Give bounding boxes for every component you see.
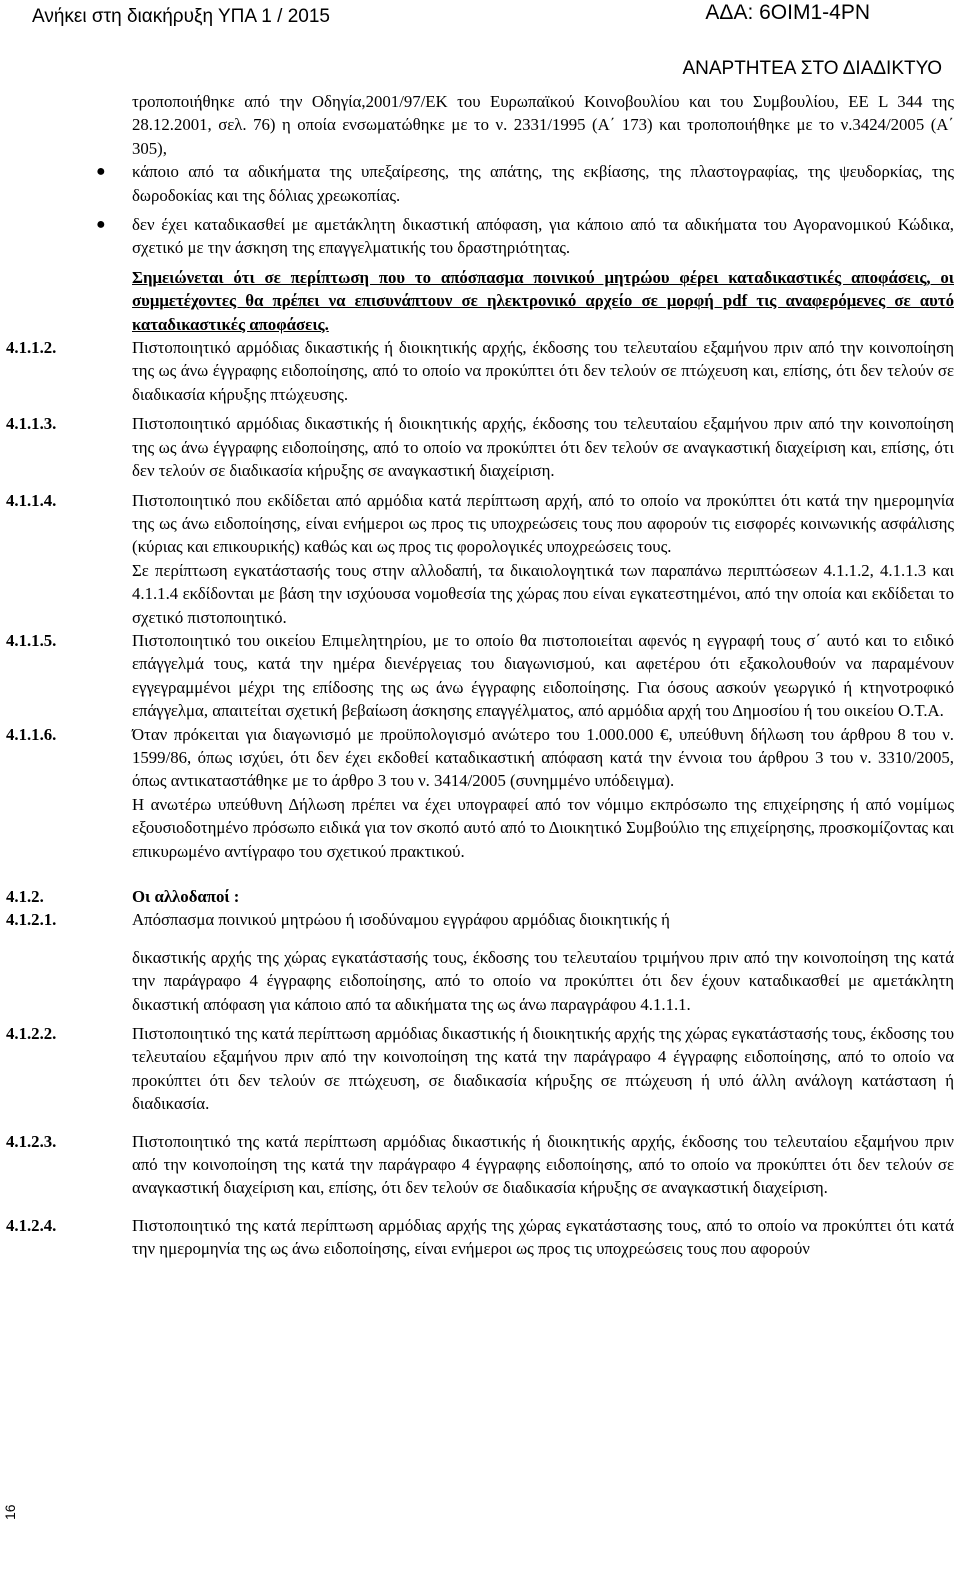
bullet-icon: ● [96,216,106,234]
item-number: 4.1.1.6. [6,724,57,744]
item-number: 4.1.1.4. [6,490,57,510]
section-title: Οι αλλοδαποί : [132,887,240,906]
item-text: Σε περίπτωση εγκατάστασής τους στην αλλοδαπή, τα δικαιολογητικά των παραπάνω περιπτώσεων 4.1.1.2, 4.1.1.3 και 4.1.1.4 εκδίδονται με βάση την ισχύουσα νομοθεσία της χώρας που είναι εγκατεστημένοι, από την οποία και εκδίδεται το σχετικό πιστοποιητικό. [132,560,954,627]
note-paragraph: Σημειώνεται ότι σε περίπτωση που το απόσπασμα ποινικού μητρώου φέρει καταδικαστικές αποφάσεις, οι συμμετέχοντες θα πρέπει να επισυνάπτουν σε ηλεκτρονικό αρχείο σε μορφή pdf τις αναφερόμενες σε αυτό καταδικαστικές αποφάσεις. [132,267,954,334]
section-number: 4.1.2. [6,887,44,906]
item-number: 4.1.1.3. [6,414,57,434]
item-4-1-1-2 [0,336,960,406]
item-text: Πιστοποιητικό αρμόδιας δικαστικής ή διοικητικής αρχής, έκδοσης του τελευταίου εξαμήνου πριν από την κοινοποίηση της ως άνω έγγραφης ειδοποίησης, από το οποίο να προκύπτει ότι δεν τελούν σε αναγκαστική διαχείριση και, επίσης, ότι δεν τελούν σε διαδικασία κήρυξης σε αναγκαστική διαχείριση. [132,414,954,481]
item-text: Πιστοποιητικό της κατά περίπτωση αρμόδιας δικαστικής ή διοικητικής αρχής της χώρας εγκατάστασής τους, έκδοσης του τελευταίου εξαμήνου πριν από την κοινοποίηση της κατά την παράγραφο 4 έγγραφης ειδοποίησης, από το οποίο να προκύπτει ότι δεν τελούν σε πτώχευση, σε διαδικασία κήρυξης σε πτώχευση ή υπό άλλη ανάλογη κατάσταση ή διαδικασία. [132,1024,954,1114]
item-text: Η ανωτέρω υπεύθυνη Δήλωση πρέπει να έχει υπογραφεί από τον νόμιμο εκπρόσωπο της επιχείρησης ή από νομίμως εξουσιοδοτημένο πρόσωπο ειδικά για τον σκοπό αυτό από το Διοικητικό Συμβούλιο της επιχείρησης, προσκομίζοντας και επικυρωμένο αντίγραφο του σχετικού πρακτικού. [132,794,954,861]
item-number: 4.1.2.2. [6,1024,57,1044]
header-left: Ανήκει στη διακήρυξη ΥΠΑ 1 / 2015 [32,6,330,27]
item-number: 4.1.1.5. [6,630,57,650]
item-4-1-1-5 [0,629,960,723]
item-text: Όταν πρόκειται για διαγωνισμό με προϋπολογισμό ανώτερο του 1.000.000 €, υπεύθυνη δήλωση του άρθρου 8 του ν. 1599/86, όπως ισχύει, ότι δεν έχει εκδοθεί καταδικαστική απόφαση κατά την έννοια του άρθρου 3 του ν. 3310/2005, όπως αντικαταστάθηκε με το άρθρο 3 του ν. 3414/2005 (συνημμένο υπόδειγμα). [132,724,954,791]
item-number: 4.1.2.1. [6,910,57,930]
item-4-1-2-2 [0,1022,960,1116]
item-4-1-1-3 [0,412,960,482]
item-text: Πιστοποιητικό που εκδίδεται από αρμόδια κατά περίπτωση αρχή, από το οποίο να προκύπτει ότι κατά την ημερομηνία της ως άνω ειδοποίησης, είναι ενήμεροι ως προς τις υποχρεώσεις τους που αφορούν τις εισφορές κοινωνικής ασφάλισης (κύριας και επικουρικής) καθώς και ως προς τις φορολογικές υποχρεώσεις τους. [132,490,954,557]
ada-code: ΑΔΑ: 6ΟΙΜ1-4ΡΝ [705,1,870,24]
item-number: 4.1.1.2. [6,338,57,358]
item-number: 4.1.2.3. [6,1131,57,1151]
item-text: Πιστοποιητικό της κατά περίπτωση αρμόδιας αρχής της χώρας εγκατάστασης τους, από το οποίο να προκύπτει ότι κατά την ημερομηνία της ως άνω ειδοποίησης, είναι ενήμεροι ως προς τις υποχρεώσεις τους που αφορούν [132,1215,954,1259]
item-text: Πιστοποιητικό της κατά περίπτωση αρμόδιας δικαστικής ή διοικητικής αρχής, έκδοσης του τελευταίου εξαμήνου πριν από την κοινοποίηση της κατά την παράγραφο 4 έγγραφης ειδοποίησης, από το οποίο να προκύπτει ότι δεν τελούν σε αναγκαστική διαχείριση και, επίσης, ότι δεν τελούν σε διαδικασία κήρυξης σε αναγκαστική διαχείριση. [132,1131,954,1198]
item-4-1-2-4 [0,1214,960,1261]
bullet-text: κάποιο από τα αδικήματα της υπεξαίρεσης, της απάτης, της εκβίασης, της πλαστογραφίας, της ψευδορκίας, της δωροδοκίας και της δόλιας χρεωκοπίας. [132,162,954,205]
item-4-1-1-4 [0,489,960,629]
item-number: 4.1.2.4. [6,1215,57,1235]
item-first-line: Απόσπασμα ποινικού μητρώου ή ισοδύναμου εγγράφου αρμόδιας διοικητικής ή [132,910,670,930]
item-text: Πιστοποιητικό του οικείου Επιμελητηρίου, με το οποίο θα πιστοποιείται αφενός η εγγραφή τους σ΄ αυτό και το ειδικό επάγγελμά τους, κατά την ημέρα διενέργειας του διαγωνισμού, και αφετέρου ότι εξακολουθούν να παραμένουν εγγεγραμμένοι μέχρι της επίδοσης της ως άνω έγγραφης ειδοποίησης. Για όσους ασκούν γεωργικό ή κτηνοτροφικό επάγγελμα, απαιτείται σχετική βεβαίωση άσκησης επαγγέλματος, από αρμόδια αρχή του Δημοσίου ή του οικείου Ο.Τ.Α. [132,630,954,721]
posted-label: ΑΝΑΡΤΗΤΕΑ ΣΤΟ ΔΙΑΔΙΚΤΥΟ [682,58,942,79]
item-4-1-2-1 [0,908,960,1016]
item-text: δικαστικής αρχής της χώρας εγκατάστασής τους, έκδοσης του τελευταίου τριμήνου πριν από την κοινοποίηση της κατά την παράγραφο 4 έγγραφης ειδοποίησης, από το οποίο να προκύπτει ότι δεν έχουν καταδικασθεί με αμετάκλητη δικαστική απόφαση για κάποιο από τα αδικήματα της ως άνω παραγράφου 4.1.1.1. [132,947,954,1014]
item-4-1-1-6 [0,723,960,863]
item-4-1-2-3 [0,1130,960,1200]
bullet-icon: ● [96,163,106,181]
bullet-item [0,160,960,207]
intro-paragraph: τροποποιήθηκε από την Οδηγία,2001/97/ΕΚ του Ευρωπαϊκού Κοινοβουλίου και του Συμβουλίου, ΕΕ L 344 της 28.12.2001, σελ. 76) η οποία ενσωματώθηκε με το ν. 2331/1995 (Α΄ 173) και τροποποιήθηκε με το ν.3424/2005 (Α΄ 305), [132,92,954,158]
document-body [0,90,960,1261]
page-number: 16 [2,1504,18,1520]
item-text: Πιστοποιητικό αρμόδιας δικαστικής ή διοικητικής αρχής, έκδοσης του τελευταίου εξαμήνου πριν από την κοινοποίηση της ως άνω έγγραφης ειδοποίησης, από το οποίο να προκύπτει ότι δεν τελούν σε πτώχευση και, επίσης, ότι δεν τελούν σε διαδικασία κήρυξης πτώχευσης. [132,338,954,404]
section-4-1-2 [0,885,960,908]
bullet-item [0,213,960,260]
bullet-text: δεν έχει καταδικασθεί με αμετάκλητη δικαστική απόφαση, για κάποιο από τα αδικήματα του Αγορανομικού Κώδικα, σχετικό με την άσκηση της επαγγελματικής του δραστηριότητας. [132,215,954,258]
